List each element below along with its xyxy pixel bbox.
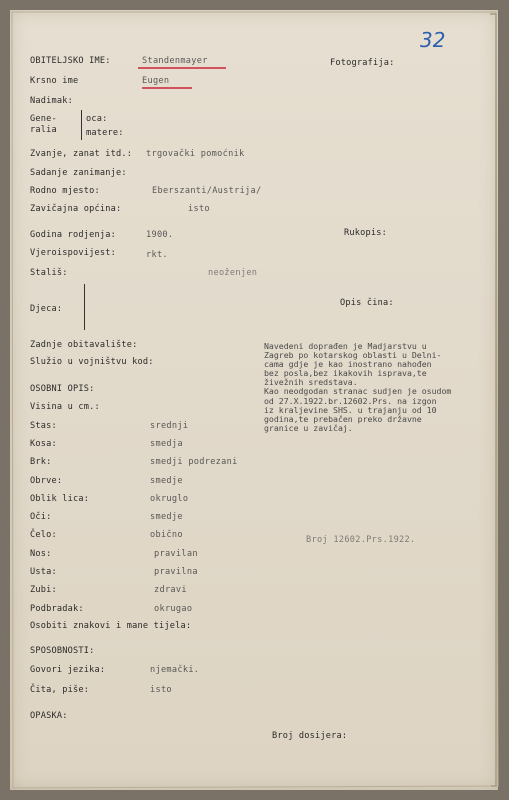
- label-home-municipality: Zavičajna općina:: [30, 204, 122, 214]
- value-eyebrows: smedje: [150, 476, 183, 486]
- label-eyes: Oči:: [30, 512, 52, 522]
- red-underline-given-name: [142, 87, 192, 89]
- value-religion: rkt.: [146, 250, 168, 260]
- label-moustache: Brk:: [30, 457, 52, 467]
- offense-description-text: Navedeni doprađen je Madjarstvu u Zagreb po kotarskog oblasti u Delni- cama gdje je kao inostrano nahođen bez posla,bez ikakovih isprava,te živežnih sredstava. Kao neodgodan stranac sudjen je osudom od 27.X.1922.br.12602.Prs. na izgon iz kraljevine SHS. u trajanju od 10 godina,te prebačen preko državne granice u zavičaj.: [264, 341, 452, 433]
- generalia-bracket: [81, 110, 82, 140]
- label-distinguishing-marks: Osobiti znakovi i mane tijela:: [30, 621, 192, 631]
- value-hair: smedja: [150, 439, 183, 449]
- value-chin: okrugao: [154, 604, 193, 614]
- label-hair: Kosa:: [30, 439, 57, 449]
- label-handwriting: Rukopis:: [344, 228, 387, 238]
- value-face-shape: okruglo: [150, 494, 189, 504]
- label-surname: OBITELJSKO IME:: [30, 56, 111, 66]
- label-mother: matere:: [86, 128, 124, 138]
- label-personal-description: OSOBNI OPIS:: [30, 384, 95, 394]
- value-birth-year: 1900.: [146, 230, 174, 240]
- label-given-name: Krsno ime: [30, 76, 79, 86]
- value-given-name: Eugen: [142, 76, 170, 86]
- value-languages: njemački.: [150, 665, 200, 675]
- label-nose: Nos:: [30, 549, 52, 559]
- label-mouth: Usta:: [30, 567, 57, 577]
- label-dossier-number: Broj dosijera:: [272, 731, 348, 741]
- label-generalia: Gene- ralia: [30, 114, 57, 135]
- label-military: Služio u vojništvu kod:: [30, 357, 154, 367]
- label-occupation: Zvanje, zanat itd.:: [30, 149, 133, 159]
- label-birth-year: Godina rodjenja:: [30, 230, 116, 240]
- value-status: neoženjen: [208, 268, 258, 278]
- label-eyebrows: Obrve:: [30, 476, 63, 486]
- label-forehead: Čelo:: [30, 530, 57, 540]
- label-last-residence: Zadnje obitavalište:: [30, 340, 138, 350]
- label-chin: Podbradak:: [30, 604, 84, 614]
- label-children: Djeca:: [30, 304, 63, 314]
- red-underline-surname: [138, 67, 226, 69]
- label-teeth: Zubi:: [30, 585, 57, 595]
- label-build: Stas:: [30, 421, 57, 431]
- label-current-occupation: Sadanje zanimanje:: [30, 168, 127, 178]
- value-reads-writes: isto: [150, 685, 172, 695]
- label-note: OPASKA:: [30, 711, 68, 721]
- value-mouth: pravilna: [154, 567, 198, 577]
- value-surname: Standenmayer: [142, 56, 208, 66]
- value-birthplace: Eberszanti/Austrija/: [152, 186, 262, 196]
- label-face-shape: Oblik lica:: [30, 494, 90, 504]
- label-height: Visina u cm.:: [30, 402, 100, 412]
- label-languages: Govori jezika:: [30, 665, 106, 675]
- label-birthplace: Rodno mjesto:: [30, 186, 100, 196]
- label-nickname: Nadimak:: [30, 96, 73, 106]
- value-occupation: trgovački pomoćnik: [146, 149, 245, 159]
- value-moustache: smedji podrezani: [150, 457, 238, 467]
- value-eyes: smedje: [150, 512, 183, 522]
- label-father: oca:: [86, 114, 108, 124]
- label-reads-writes: Čita, piše:: [30, 685, 90, 695]
- reference-number: Broj 12602.Prs.1922.: [306, 535, 416, 545]
- label-abilities: SPOSOBNOSTI:: [30, 646, 95, 656]
- value-forehead: obično: [150, 530, 183, 540]
- value-build: srednji: [150, 421, 189, 431]
- label-photo: Fotografija:: [330, 58, 395, 68]
- children-bracket: [84, 284, 85, 330]
- label-religion: Vjeroispovijest:: [30, 248, 116, 258]
- label-offense-description: Opis čina:: [340, 298, 394, 308]
- value-home-municipality: isto: [188, 204, 210, 214]
- page-number: 32: [420, 28, 446, 52]
- value-nose: pravilan: [154, 549, 198, 559]
- label-status: Stališ:: [30, 268, 68, 278]
- value-teeth: zdravi: [154, 585, 187, 595]
